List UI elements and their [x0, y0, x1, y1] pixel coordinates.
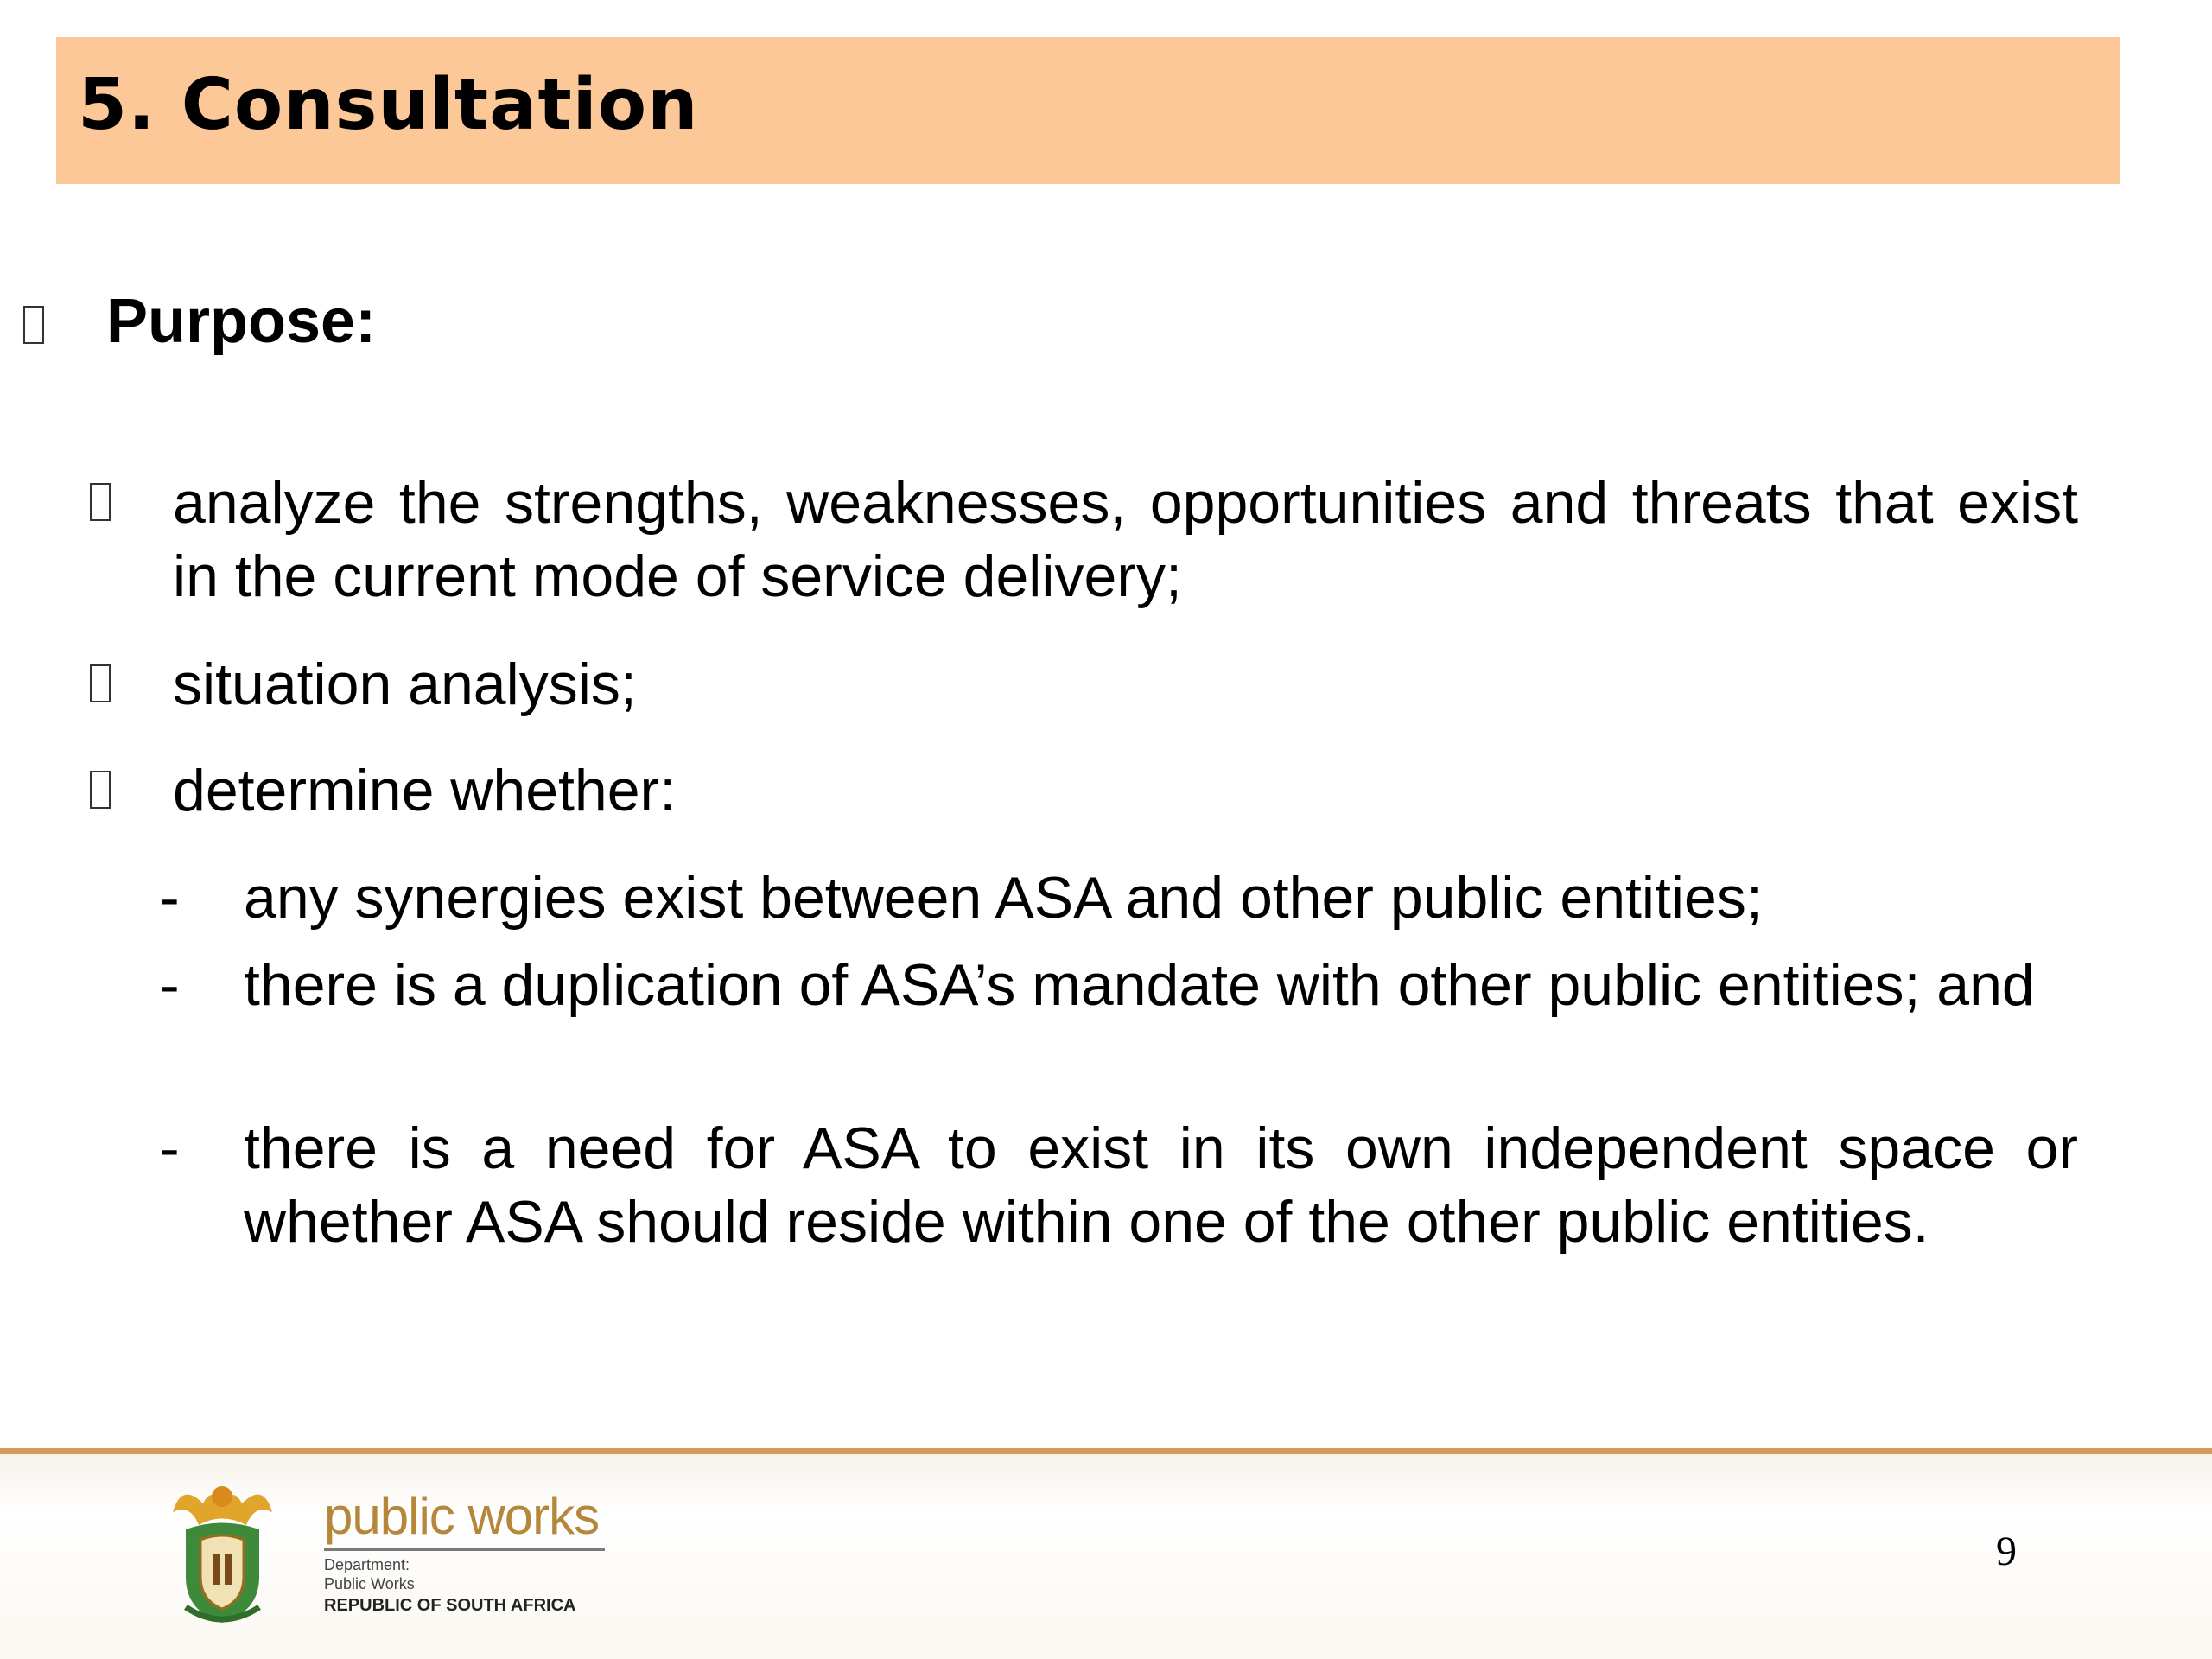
sub-item: there is a duplication of ASA’s mandate with other public entities; and [244, 952, 2035, 1018]
coat-of-arms-icon [164, 1478, 281, 1629]
footer-divider [0, 1448, 2212, 1454]
purpose-label: Purpose: [106, 287, 377, 356]
slide-title: 5. Consultation [78, 64, 699, 146]
logo-department-line: Department: [324, 1556, 410, 1573]
bullet-item: situation analysis; [173, 652, 637, 717]
purpose-checkbox-icon [23, 306, 44, 344]
bullet-checkbox-icon [90, 664, 111, 702]
bullet-item: analyze the strengths, weaknesses, opportunities and threats that exist in the current mode of service delivery; [173, 470, 2078, 609]
dash-marker: - [160, 865, 180, 931]
logo-wordmark: public works [324, 1487, 600, 1545]
dash-marker: - [160, 1116, 180, 1181]
sub-item: any synergies exist between ASA and other public entities; [244, 865, 1763, 931]
bullet-checkbox-icon [90, 483, 111, 521]
title-bar [56, 37, 2120, 184]
bullet-checkbox-icon [90, 771, 111, 809]
logo-country-line: REPUBLIC OF SOUTH AFRICA [324, 1596, 576, 1615]
sub-item: there is a need for ASA to exist in its own independent space or whether ASA should reside within one of the other public entities. [244, 1116, 2078, 1255]
page-number: 9 [1996, 1529, 2017, 1574]
bullet-item: determine whether: [173, 758, 677, 823]
department-logo [164, 1478, 631, 1642]
logo-department-line: Public Works [324, 1575, 415, 1592]
dash-marker: - [160, 952, 180, 1018]
logo-rule [324, 1548, 605, 1551]
